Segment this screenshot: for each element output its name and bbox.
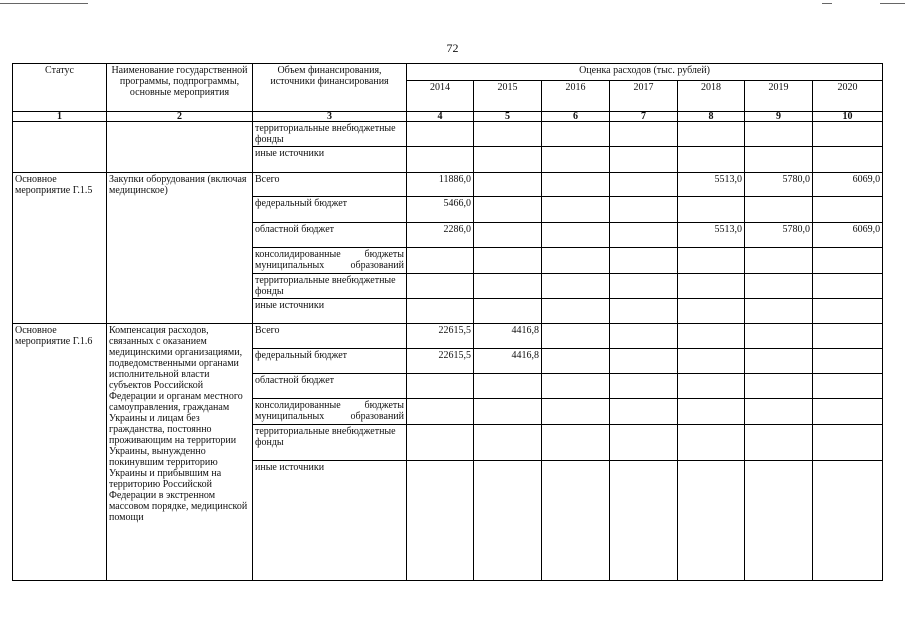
value-cell (542, 248, 610, 274)
value-cell (407, 274, 474, 299)
value-cell (610, 425, 678, 461)
column-number: 2 (107, 112, 253, 122)
value-cell (813, 274, 883, 299)
value-cell: 4416,8 (474, 324, 542, 349)
value-cell (745, 349, 813, 374)
value-cell (542, 324, 610, 349)
funding-source: федеральный бюджет (253, 197, 407, 223)
header-year: 2020 (813, 81, 883, 112)
value-cell (745, 399, 813, 425)
value-cell (745, 274, 813, 299)
value-cell (474, 274, 542, 299)
funding-source: иные источники (253, 461, 407, 581)
funding-source: иные источники (253, 299, 407, 324)
value-cell: 6069,0 (813, 223, 883, 248)
value-cell (678, 299, 745, 324)
value-cell (407, 374, 474, 399)
value-cell (610, 173, 678, 197)
column-number: 4 (407, 112, 474, 122)
value-cell (407, 122, 474, 147)
value-cell (813, 197, 883, 223)
value-cell: 22615,5 (407, 324, 474, 349)
value-cell: 5513,0 (678, 173, 745, 197)
expenses-table (12, 63, 883, 581)
funding-source: федеральный бюджет (253, 349, 407, 374)
value-cell (542, 399, 610, 425)
funding-source: территориальные внебюджетные фонды (253, 122, 407, 147)
header-year: 2017 (610, 81, 678, 112)
header-estimate: Оценка расходов (тыс. рублей) (407, 64, 883, 81)
value-cell (678, 399, 745, 425)
header-year: 2015 (474, 81, 542, 112)
value-cell (745, 461, 813, 581)
funding-source: иные источники (253, 147, 407, 173)
value-cell (610, 461, 678, 581)
value-cell (745, 147, 813, 173)
value-cell: 22615,5 (407, 349, 474, 374)
value-cell (813, 374, 883, 399)
value-cell (542, 461, 610, 581)
value-cell (678, 461, 745, 581)
value-cell (610, 147, 678, 173)
value-cell (542, 147, 610, 173)
value-cell (813, 461, 883, 581)
value-cell (407, 248, 474, 274)
value-cell (678, 147, 745, 173)
funding-source: Всего (253, 324, 407, 349)
value-cell (474, 122, 542, 147)
funding-source: территориальные внебюджетные фонды (253, 274, 407, 299)
value-cell (407, 299, 474, 324)
value-cell (610, 349, 678, 374)
column-number: 10 (813, 112, 883, 122)
value-cell (745, 197, 813, 223)
scan-edge-line-right (822, 3, 832, 4)
header-year: 2019 (745, 81, 813, 112)
value-cell (474, 399, 542, 425)
funding-source: Всего (253, 173, 407, 197)
value-cell (407, 425, 474, 461)
value-cell (745, 324, 813, 349)
funding-source: областной бюджет (253, 374, 407, 399)
value-cell: 5466,0 (407, 197, 474, 223)
column-number: 5 (474, 112, 542, 122)
page-number: 72 (446, 41, 459, 55)
column-number: 1 (13, 112, 107, 122)
value-cell (813, 349, 883, 374)
value-cell (678, 349, 745, 374)
value-cell (610, 299, 678, 324)
header-name: Наименование государственной программы, подпрограммы, основные мероприятия (107, 64, 253, 112)
value-cell (474, 197, 542, 223)
value-cell (813, 122, 883, 147)
value-cell (610, 197, 678, 223)
value-cell (407, 461, 474, 581)
header-status: Статус (13, 64, 107, 112)
scan-edge-line-left (0, 3, 88, 4)
value-cell (542, 374, 610, 399)
value-cell (745, 248, 813, 274)
value-cell (542, 299, 610, 324)
value-cell (745, 299, 813, 324)
value-cell (542, 274, 610, 299)
column-number: 6 (542, 112, 610, 122)
funding-source: областной бюджет (253, 223, 407, 248)
value-cell (610, 324, 678, 349)
value-cell (678, 425, 745, 461)
value-cell (813, 425, 883, 461)
table-row (13, 122, 883, 147)
scan-edge-line-far-right (880, 3, 905, 4)
value-cell: 4416,8 (474, 349, 542, 374)
funding-source: консолидированные бюджеты муниципальных образований (253, 399, 407, 425)
status-cell: Основное мероприятие Г.1.6 (13, 324, 107, 581)
value-cell: 5780,0 (745, 173, 813, 197)
column-number: 7 (610, 112, 678, 122)
value-cell (813, 399, 883, 425)
value-cell (474, 374, 542, 399)
value-cell (610, 374, 678, 399)
column-number: 9 (745, 112, 813, 122)
table-row (13, 173, 883, 197)
value-cell (678, 374, 745, 399)
column-number: 8 (678, 112, 745, 122)
value-cell (610, 399, 678, 425)
value-cell (407, 399, 474, 425)
header-year: 2018 (678, 81, 745, 112)
value-cell (542, 173, 610, 197)
funding-source: консолидированные бюджеты муниципальных образований (253, 248, 407, 274)
value-cell: 6069,0 (813, 173, 883, 197)
value-cell (678, 248, 745, 274)
value-cell (745, 122, 813, 147)
value-cell (610, 122, 678, 147)
value-cell (678, 122, 745, 147)
status-cell: Основное мероприятие Г.1.5 (13, 173, 107, 324)
value-cell: 11886,0 (407, 173, 474, 197)
status-cell-empty (13, 122, 107, 173)
value-cell (542, 349, 610, 374)
header-year: 2016 (542, 81, 610, 112)
value-cell: 5513,0 (678, 223, 745, 248)
measure-name-cell: Компенсация расходов, связанных с оказанием медицинскими организациями, подведомственными органами исполнительной власти субъектов Российской Федерации и органам местного самоуправления, гражданам Украины и лицам без гражданства, постоянно проживающим на территории Украины, вынужденно покинувшим территорию Украины и прибывшим на территорию Российской Федерации в экстренном массовом порядке, медицинской помощи (107, 324, 253, 581)
value-cell (745, 374, 813, 399)
value-cell (474, 461, 542, 581)
column-number: 3 (253, 112, 407, 122)
value-cell (474, 248, 542, 274)
value-cell: 5780,0 (745, 223, 813, 248)
funding-source: территориальные внебюджетные фонды (253, 425, 407, 461)
value-cell (542, 197, 610, 223)
value-cell (474, 299, 542, 324)
table-row (13, 324, 883, 349)
value-cell (813, 299, 883, 324)
name-cell-empty (107, 122, 253, 173)
value-cell (407, 147, 474, 173)
value-cell (542, 425, 610, 461)
value-cell (678, 324, 745, 349)
value-cell (542, 223, 610, 248)
value-cell (678, 197, 745, 223)
value-cell (745, 425, 813, 461)
value-cell (610, 248, 678, 274)
value-cell (474, 147, 542, 173)
value-cell (813, 248, 883, 274)
header-year: 2014 (407, 81, 474, 112)
value-cell (610, 223, 678, 248)
value-cell (813, 324, 883, 349)
value-cell (678, 274, 745, 299)
value-cell (542, 122, 610, 147)
value-cell (474, 425, 542, 461)
value-cell: 2286,0 (407, 223, 474, 248)
value-cell (813, 147, 883, 173)
value-cell (610, 274, 678, 299)
header-volume: Объем финансирования, источники финансирования (253, 64, 407, 112)
measure-name-cell: Закупки оборудования (включая медицинское) (107, 173, 253, 324)
value-cell (474, 223, 542, 248)
value-cell (474, 173, 542, 197)
